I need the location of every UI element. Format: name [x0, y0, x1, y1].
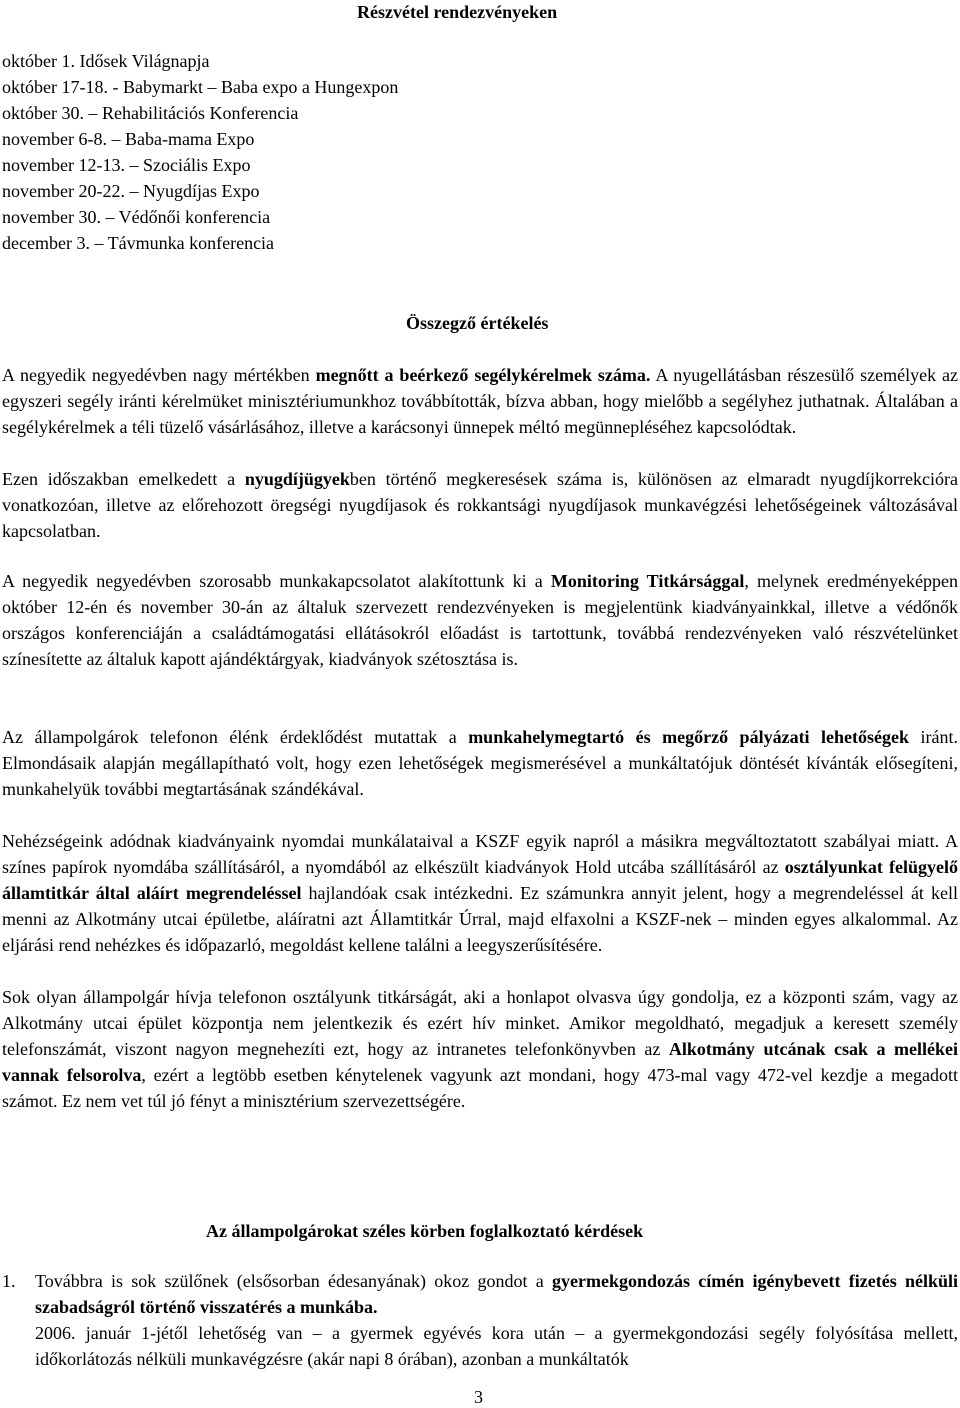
numbered-item [2, 1268, 958, 1372]
bold-text: munkahelymegtartó és megőrző pályázati lehetőségek [468, 727, 910, 747]
text-run: , melynek eredményeképpen október 12-én és november 30-án az általuk szervezett rendezvényeken is megjelentünk kiadványainkkal, illetve a védőnők országos konferenciáján a családtámogatási ellátásokról előadást is tartottunk, továbbá rendezvényeken való részvételünket színesítette az általuk kapott ajándéktárgyak, kiadványok szétosztása is. [2, 571, 958, 669]
event-item: december 3. – Távmunka konferencia [2, 233, 275, 253]
bold-text: megnőtt a beérkező segélykérelmek száma. [315, 365, 651, 385]
event-item: október 1. Idősek Világnapja [2, 51, 210, 71]
paragraph [2, 984, 958, 1114]
bold-text: osztályunkat felügyelő államtitkár által aláírt megrendeléssel [2, 857, 958, 903]
text-run: Az állampolgárok telefonon élénk érdeklődést mutattak a [2, 727, 469, 747]
bold-text: nyugdíjügyek [244, 469, 350, 489]
text-run: Ezen időszakban emelkedett a [2, 469, 245, 489]
text-run: A negyedik negyedévben szorosabb munkakapcsolatot alakítottunk ki a [2, 571, 551, 591]
event-item: november 20-22. – Nyugdíjas Expo [2, 181, 260, 201]
section-heading-summary: Összegző értékelés [406, 313, 549, 333]
text-run: Nehézségeink adódnak kiadványaink nyomdai munkálataival a KSZF egyik napról a másikra megváltoztatott szabályai miatt. A színes papírok nyomdába szállításáról, a nyomdából az elkészült kiadványok Hold utcába szállításáról az [2, 831, 958, 877]
page-number: 3 [474, 1387, 483, 1407]
text-run: , ezért a legtöbb esetben kénytelenek vagyunk azt mondani, hogy 473-mal vagy 472-vel kezdje a megadott számot. Ez nem vet túl jó fényt a minisztérium szervezettségére. [2, 1065, 959, 1111]
paragraph [2, 568, 958, 672]
text-run: A nyugellátásban részesülő személyek az egyszeri segély iránti kérelmüket minisztériumunkhoz továbbították, bízva abban, hogy mielőbb a segélyhez juthatnak. Általában a segélykérelmek a téli tüzelő vásárlásához, illetve a karácsonyi ünnepek méltó megünnepléséhez kapcsolódtak. [2, 365, 958, 437]
event-item: október 30. – Rehabilitációs Konferencia [2, 103, 299, 123]
event-item: november 12-13. – Szociális Expo [2, 155, 251, 175]
text-run: Sok olyan állampolgár hívja telefonon osztályunk titkárságát, aki a honlapot olvasva úgy gondolja, ez a központi szám, vagy az Alkotmány utcai épület központja nem jelentkezik és ezért hív minket. Amikor megoldható, megadjuk a keresett személy telefonszámát, viszont nagyon megnehezíti ezt, hogy az intranetes telefonkönyvben az [2, 987, 958, 1059]
text-run: A negyedik negyedévben nagy mértékben [2, 365, 316, 385]
item-continuation [2, 1320, 958, 1372]
text-run: iránt. Elmondásaik alapján megállapítható volt, hogy ezen lehetőségek megismerésével a munkáltatójuk döntését kívánták elősegíteni, munkahelyük további megtartásának szándékával. [2, 727, 958, 799]
event-item: november 6-8. – Baba-mama Expo [2, 129, 255, 149]
bold-text: gyermekgondozás címén igénybevett fizetés nélküli szabadságról történő visszatérés a munkába. [35, 1271, 958, 1317]
text-run: 2006. január 1-jétől lehetőség van – a gyermek egyévés kora után – a gyermekgondozási segély folyósítása mellett, időkorlátozás nélküli munkavégzésre (akár napi 8 órában), azonban a munkáltatók [35, 1323, 958, 1369]
event-item: november 30. – Védőnői konferencia [2, 207, 271, 227]
paragraph [2, 466, 958, 544]
paragraph [2, 362, 958, 440]
item-number: 1. [2, 1271, 16, 1291]
bold-text: Alkotmány utcának csak a mellékei vannak felsorolva [2, 1039, 958, 1085]
section-title-events: Részvétel rendezvényeken [357, 2, 558, 22]
paragraph [2, 828, 958, 958]
paragraph [2, 724, 958, 802]
bold-text: Monitoring Titkársággal [550, 571, 745, 591]
section-heading-questions: Az állampolgárokat széles körben foglalkoztató kérdések [206, 1221, 644, 1241]
text-run: hajlandóak csak intézkedni. Ez számunkra annyit jelent, hogy a megrendeléssel át kell menni az Alkotmány utcai épületbe, aláíratni azt Államtitkár Úrral, majd elfaxolni a KSZF-nek – minden egyes alkalommal. Az eljárási rend nehézkes és időpazarló, megoldást kellene találni a leegyszerűsítésére. [2, 883, 958, 955]
text-run: ben történő megkeresések száma is, különösen az elmaradt nyugdíjkorrekcióra vonatkozóan, illetve az előrehozott öregségi nyugdíjasok és rokkantsági nyugdíjasok munkavégzési lehetőségeinek változásával kapcsolatban. [2, 469, 959, 541]
event-item: október 17-18. - Babymarkt – Baba expo a Hungexpon [2, 77, 399, 97]
text-run: Továbbra is sok szülőnek (elsősorban édesanyának) okoz gondot a [35, 1271, 552, 1291]
numbered-item-text [2, 1268, 958, 1320]
